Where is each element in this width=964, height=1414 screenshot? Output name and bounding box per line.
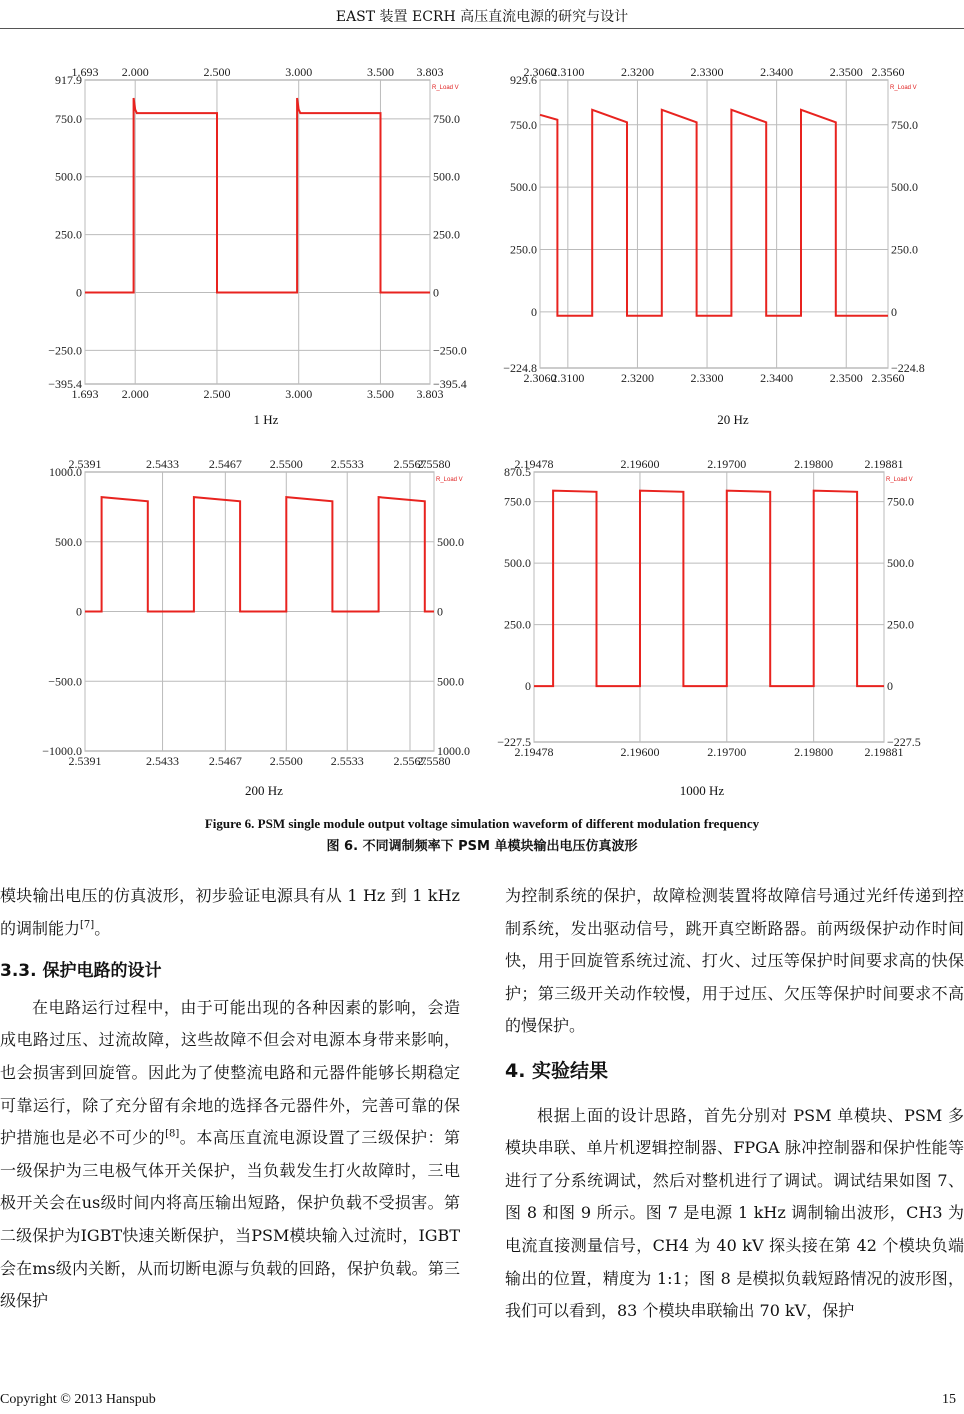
y-tick-label-right: 750.0 (887, 494, 914, 509)
page-number: 15 (942, 1392, 956, 1407)
legend-label: R_Load V (886, 477, 913, 483)
x-tick-label-bottom: 2.3060 (523, 371, 557, 385)
x-tick-label-top: 2.3300 (690, 65, 724, 79)
plot-1hz-label: 1 Hz (253, 412, 279, 427)
waveform-line (540, 110, 888, 316)
left-paragraph-2: 在电路运行过程中，由于可能出现的各种因素的影响，会造成电路过压、过流故障，这些故障不但会对电源本身带来影响，也会损害到回旋管。因此为了使整流电路和元器件能够长期稳定可靠运行，除了充分留有余地的选择各元器件外，完善可靠的保护措施也是必不可少的[8]。本高压直流电源设置了三级保护：第一级保护为三电极气体开关保护，当负载发生打火故障时，三电极开关会在us级时间内将高压输出短路，保护负载不受损害。第二级保护为IGBT快速关断保护，当PSM模块输入过流时，IGBT会在ms级内关断，从而切断电源与负载的回路，保护负载。第三级保护 (0, 997, 460, 1311)
x-tick-label-top: 2.19700 (707, 457, 747, 471)
legend-label: R_Load V (436, 477, 463, 483)
x-tick-label-top: 1.693 (71, 65, 99, 79)
x-tick-label-top: 2.5391 (68, 457, 102, 471)
waveform-line (85, 497, 434, 611)
right-column (505, 880, 964, 1328)
y-tick-label-left: −395.4 (48, 377, 82, 391)
y-tick-label-left: 500.0 (504, 556, 531, 571)
running-header: EAST 装置 ECRH 高压直流电源的研究与设计 (335, 9, 629, 25)
x-tick-label-bottom: 2.3500 (829, 371, 863, 385)
waveform-line (534, 491, 884, 686)
plot-1000hz-svg (488, 450, 958, 780)
y-tick-label-right: −250.0 (433, 343, 467, 358)
x-tick-label-top: 2.19478 (514, 457, 554, 471)
x-tick-label-bottom: 2.3300 (690, 371, 724, 385)
footer-copyright: Copyright © 2013 Hanspub (0, 1392, 156, 1407)
x-tick-label-top: 2.5580 (417, 457, 451, 471)
y-tick-label-right: 250.0 (887, 617, 914, 632)
y-tick-label-right: 500.0 (437, 674, 464, 689)
plot-20hz-label: 20 Hz (717, 412, 749, 427)
plot-1hz (28, 60, 498, 405)
y-tick-label-left: 750.0 (504, 494, 531, 509)
y-tick-label-right: 0 (887, 679, 893, 694)
waveform-line (85, 98, 430, 293)
y-tick-label-right: 750.0 (891, 117, 918, 132)
x-tick-label-top: 2.3400 (760, 65, 794, 79)
x-tick-label-bottom: 3.500 (366, 387, 394, 401)
x-tick-label-top: 2.5567 (393, 457, 427, 471)
y-tick-label-left: 0 (76, 604, 82, 619)
y-tick-label-right: −224.8 (891, 361, 925, 375)
y-tick-label-left: 250.0 (504, 617, 531, 632)
x-tick-label-bottom: 2.5580 (417, 754, 451, 768)
x-tick-label-bottom: 3.803 (416, 387, 444, 401)
y-tick-label-right: 500.0 (891, 180, 918, 195)
x-tick-label-top: 2.000 (121, 65, 149, 79)
x-tick-label-bottom: 2.5467 (208, 754, 242, 768)
y-tick-label-left: −1000.0 (42, 744, 82, 758)
x-tick-label-top: 3.803 (416, 65, 444, 79)
plot-1hz-svg (28, 60, 498, 405)
y-tick-label-left: −224.8 (503, 361, 537, 375)
section-heading-3-3: 3.3. 保护电路的设计 (0, 961, 162, 982)
figure-caption-zh: 图 6. 不同调制频率下 PSM 单模块输出电压仿真波形 (326, 839, 638, 854)
plot-20hz-svg (488, 60, 958, 405)
x-tick-label-top: 2.5433 (146, 457, 180, 471)
citation-7: [7] (80, 919, 95, 931)
y-tick-label-right: 0 (437, 604, 443, 619)
x-tick-label-bottom: 3.000 (285, 387, 313, 401)
y-tick-label-right: −395.4 (433, 377, 467, 391)
plot-200hz (28, 450, 498, 780)
y-tick-label-left: 917.9 (55, 73, 82, 87)
y-tick-label-right: 1000.0 (437, 744, 470, 758)
x-tick-label-bottom: 2.3560 (871, 371, 905, 385)
x-tick-label-bottom: 2.5391 (68, 754, 102, 768)
x-tick-label-bottom: 2.19700 (707, 745, 747, 759)
x-tick-label-top: 2.5533 (330, 457, 364, 471)
y-tick-label-right: 0 (433, 285, 439, 300)
x-tick-label-bottom: 2.19478 (514, 745, 554, 759)
plot-frame (85, 80, 430, 384)
y-tick-label-right: 750.0 (433, 111, 460, 126)
y-tick-label-left: 929.6 (510, 73, 537, 87)
y-tick-label-left: 0 (525, 679, 531, 694)
x-tick-label-top: 2.3060 (523, 65, 557, 79)
y-tick-label-left: 750.0 (510, 117, 537, 132)
y-tick-label-left: 1000.0 (49, 465, 82, 479)
x-tick-label-bottom: 1.693 (71, 387, 99, 401)
x-tick-label-bottom: 2.19600 (620, 745, 660, 759)
x-tick-label-top: 2.5467 (208, 457, 242, 471)
x-tick-label-top: 2.3560 (871, 65, 905, 79)
plot-200hz-svg (28, 450, 498, 780)
plot-20hz (488, 60, 958, 405)
y-tick-label-left: 500.0 (510, 180, 537, 195)
x-tick-label-top: 2.500 (203, 65, 231, 79)
x-tick-label-top: 2.3100 (551, 65, 585, 79)
legend-label: R_Load V (890, 85, 917, 91)
y-tick-label-left: −500.0 (48, 674, 82, 689)
y-tick-label-right: 500.0 (437, 534, 464, 549)
x-tick-label-bottom: 2.5533 (330, 754, 364, 768)
y-tick-label-right: 500.0 (887, 556, 914, 571)
y-tick-label-right: 250.0 (891, 242, 918, 257)
plot-1000hz (488, 450, 958, 780)
x-tick-label-bottom: 2.3400 (760, 371, 794, 385)
x-tick-label-bottom: 2.19800 (794, 745, 834, 759)
y-tick-label-left: 870.5 (504, 465, 531, 479)
y-tick-label-right: −227.5 (887, 735, 921, 749)
figure-caption-en: Figure 6. PSM single module output voltage simulation waveform of different modulation frequency (204, 816, 760, 831)
x-tick-label-bottom: 2.500 (203, 387, 231, 401)
x-tick-label-bottom: 2.000 (121, 387, 149, 401)
plot-200hz-label: 200 Hz (245, 783, 283, 798)
x-tick-label-top: 2.3200 (620, 65, 654, 79)
left-column (0, 880, 460, 1318)
right-paragraph-2: 根据上面的设计思路，首先分别对 PSM 单模块、PSM 多模块串联、单片机逻辑控制器、FPGA 脉冲控制器和保护性能等进行了分系统调试，然后对整机进行了调试。调试结果如图 7、图 8 和图 9 所示。图 7 是电源 1 kHz 调制输出波形，CH3 为电流直接测量信号，CH4 为 40 kV 探头接在第 42 个模块负端输出的位置，精度为 1:1；图 8 是模拟负载短路情况的波形图，我们可以看到，83 个模块串联输出 70 kV，保护 (505, 1105, 964, 1321)
x-tick-label-bottom: 2.5500 (269, 754, 303, 768)
y-tick-label-left: 750.0 (55, 111, 82, 126)
legend-label: R_Load V (432, 85, 459, 91)
x-tick-label-top: 3.000 (285, 65, 313, 79)
y-tick-label-left: 500.0 (55, 169, 82, 184)
x-tick-label-bottom: 2.19881 (864, 745, 904, 759)
x-tick-label-top: 2.19800 (794, 457, 834, 471)
x-tick-label-top: 2.19881 (864, 457, 904, 471)
x-tick-label-bottom: 2.3100 (551, 371, 585, 385)
header-rule (0, 28, 964, 29)
y-tick-label-left: 500.0 (55, 534, 82, 549)
y-tick-label-right: 0 (891, 304, 897, 319)
left-paragraph-1: 模块输出电压的仿真波形，初步验证电源具有从 1 Hz 到 1 kHz 的调制能力[7]。 (0, 886, 460, 938)
x-tick-label-top: 3.500 (366, 65, 394, 79)
right-paragraph-1: 为控制系统的保护，故障检测装置将故障信号通过光纤传递到控制系统，发出驱动信号，跳开真空断路器。前两级保护动作时间快，用于回旋管系统过流、打火、过压等保护时间要求高的快保护；第三级开关动作较慢，用于过压、欠压等保护时间要求不高的慢保护。 (505, 886, 964, 1036)
x-tick-label-top: 2.3500 (829, 65, 863, 79)
x-tick-label-bottom: 2.5433 (146, 754, 180, 768)
y-tick-label-right: 250.0 (433, 227, 460, 242)
section-heading-4: 4. 实验结果 (505, 1059, 609, 1082)
y-tick-label-left: 250.0 (55, 227, 82, 242)
plot-frame (534, 472, 884, 742)
citation-8: [8] (165, 1128, 180, 1140)
y-tick-label-left: 250.0 (510, 242, 537, 257)
x-tick-label-bottom: 2.5567 (393, 754, 427, 768)
y-tick-label-left: −250.0 (48, 343, 82, 358)
y-tick-label-right: 500.0 (433, 169, 460, 184)
x-tick-label-top: 2.5500 (269, 457, 303, 471)
y-tick-label-left: −227.5 (497, 735, 531, 749)
plot-1000hz-label: 1000 Hz (679, 783, 725, 798)
x-tick-label-bottom: 2.3200 (620, 371, 654, 385)
y-tick-label-left: 0 (76, 285, 82, 300)
y-tick-label-left: 0 (531, 304, 537, 319)
x-tick-label-top: 2.19600 (620, 457, 660, 471)
